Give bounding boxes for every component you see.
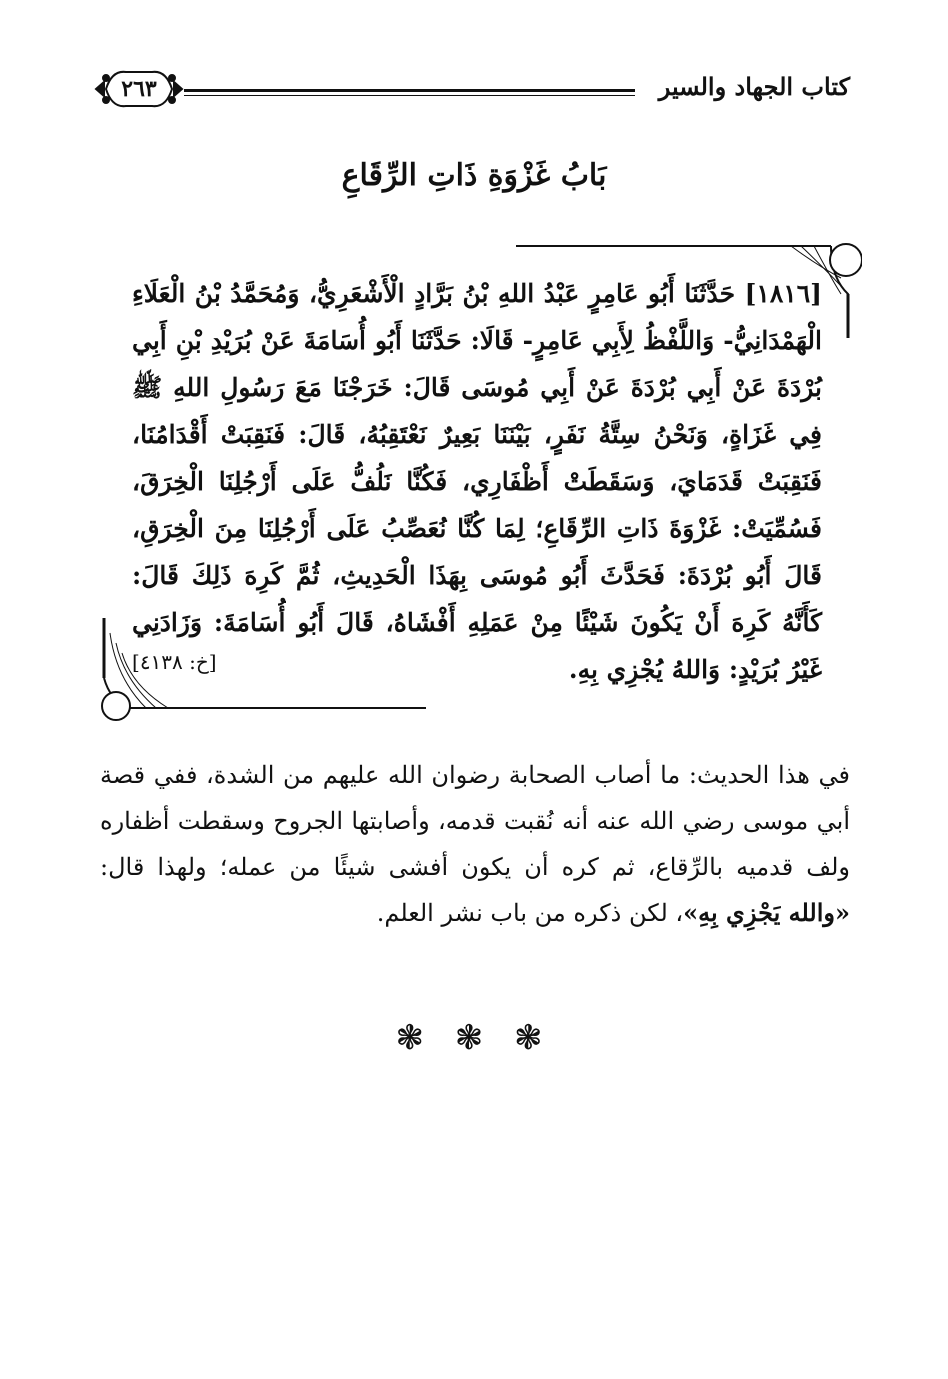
section-end-ornament-icon: ❃ ❃ ❃ <box>395 1018 553 1058</box>
commentary-text: في هذا الحديث: ما أصاب الصحابة رضوان الله عليهم من الشدة، ففي قصة أبي موسى رضي الله عنه أنه نُقبت قدمه، وأصابتها الجروح وسقطت أظفاره ولف قدميه بالرِّقاع، ثم كره أن يكون أفشى شيئًا من عمله؛ ولهذا قال: <box>100 761 850 881</box>
running-header <box>92 62 850 116</box>
hadith-body <box>132 270 822 693</box>
header-rule-thin <box>184 95 635 96</box>
hadith-number: [١٨١٦] <box>744 279 822 308</box>
header-rule <box>184 89 635 92</box>
commentary-paragraph <box>100 752 850 936</box>
commentary-quote: «والله يَجْزِي بِهِ» <box>683 898 850 927</box>
page-number: ٢٦٣ <box>121 76 157 102</box>
commentary-tail: ، لكن ذكره من باب نشر العلم. <box>376 899 684 927</box>
chapter-heading: بَابُ غَزْوَةِ ذَاتِ الرِّقَاعِ <box>341 158 607 193</box>
hadith-reference: [خ: ٤١٣٨] <box>132 650 217 674</box>
hadith-text: حَدَّثَنَا أَبُو عَامِرٍ عَبْدُ اللهِ بْنُ بَرَّادٍ الْأَشْعَرِيُّ، وَمُحَمَّدُ بْنُ الْعَلَاءِ الْهَمْدَانِيُّ- وَاللَّفْظُ لِأَبِي عَامِرٍ- قَالَا: حَدَّثَنَا أَبُو أُسَامَةَ عَنْ بُرَيْدِ بْنِ أَبِي بُرْدَةَ عَنْ أَبِي بُرْدَةَ عَنْ أَبِي مُوسَى قَالَ: خَرَجْنَا مَعَ رَسُولِ اللهِ ﷺ فِي غَزَاةٍ، وَنَحْنُ سِتَّةُ نَفَرٍ، بَيْنَنَا بَعِيرٌ نَعْتَقِبُهُ، قَالَ: فَنَقِبَتْ أَقْدَامُنَا، فَنَقِبَتْ قَدَمَايَ، وَسَقَطَتْ أَظْفَارِي، فَكُنَّا نَلُفُّ عَلَى أَرْجُلِنَا الْخِرَقَ، فَسُمِّيَتْ: غَزْوَةَ ذَاتِ الرِّقَاعِ؛ لِمَا كُنَّا نُعَصِّبُ عَلَى أَرْجُلِنَا مِنَ الْخِرَقِ، قَالَ أَبُو بُرْدَةَ: فَحَدَّثَ أَبُو مُوسَى بِهَذَا الْحَدِيثِ، ثُمَّ كَرِهَ ذَلِكَ قَالَ: كَأَنَّهُ كَرِهَ أَنْ يَكُونَ شَيْئًا مِنْ عَمَلِهِ أَفْشَاهُ، قَالَ أَبُو أُسَامَةَ: وَزَادَنِي غَيْرُ بُرَيْدٍ: وَاللهُ يُجْزِي بِهِ. <box>132 279 822 684</box>
book-title: كتاب الجهاد والسير <box>658 72 850 101</box>
